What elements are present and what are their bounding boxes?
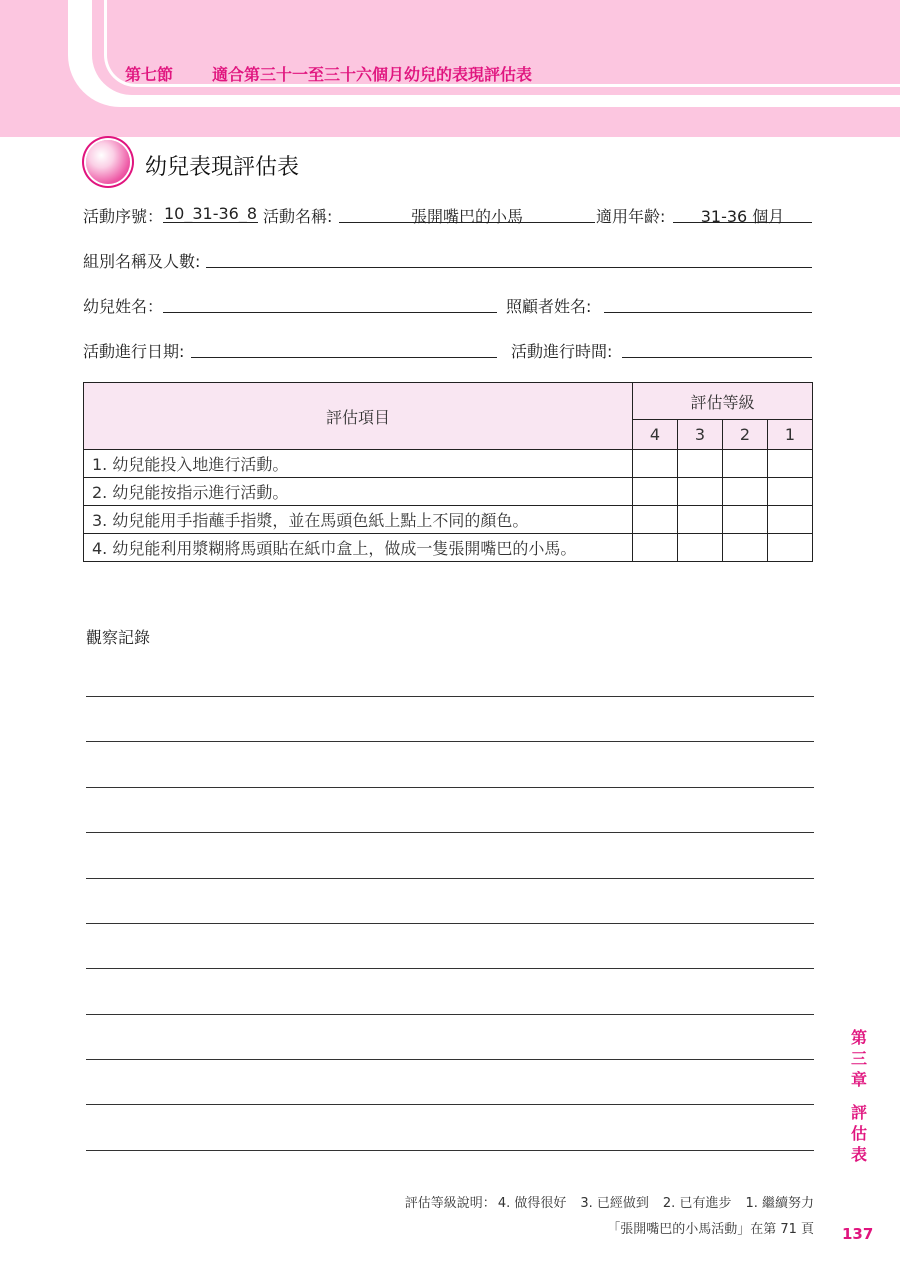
child-name-label: 幼兒姓名：	[83, 297, 164, 316]
legend-item: 4. 做得很好	[497, 1196, 567, 1211]
activity-no-value[interactable]: 10_31-36_8	[163, 204, 258, 223]
group-field[interactable]	[206, 267, 812, 268]
grade-cell[interactable]	[678, 534, 723, 562]
pink-bubble-icon	[86, 140, 130, 184]
caregiver-label: 照顧者姓名:	[506, 297, 592, 316]
grade-cell[interactable]	[678, 478, 723, 506]
observation-line[interactable]	[86, 1014, 814, 1015]
grade-cell[interactable]	[768, 534, 813, 562]
item-text: 3. 幼兒能用手指蘸手指漿，並在馬頭色紙上點上不同的顏色。	[84, 506, 633, 534]
group-label: 組別名稱及人數:	[83, 252, 201, 271]
grade-cell[interactable]	[723, 506, 768, 534]
observation-line[interactable]	[86, 968, 814, 969]
form-title: 幼兒表現評估表	[145, 155, 300, 180]
legend-label: 評估等級說明：	[404, 1196, 496, 1211]
item-text: 1. 幼兒能投入地進行活動。	[84, 450, 633, 478]
child-name-field[interactable]	[163, 312, 497, 313]
age-label: 適用年齡:	[596, 207, 666, 226]
table-row	[84, 478, 813, 506]
chapter-side-tab	[848, 1027, 870, 1165]
age-value[interactable]: 31-36 個月	[700, 207, 785, 226]
grade-cell[interactable]	[678, 450, 723, 478]
legend-item: 1. 繼續努力	[745, 1196, 814, 1211]
grade-cell[interactable]	[633, 534, 678, 562]
table-row	[84, 506, 813, 534]
observation-line[interactable]	[86, 787, 814, 788]
observation-title: 觀察記錄	[86, 628, 151, 647]
observation-line[interactable]	[86, 832, 814, 833]
section-number: 第七節	[125, 65, 174, 84]
section-title: 適合第三十一至三十六個月幼兒的表現評估表	[212, 65, 533, 84]
observation-line[interactable]	[86, 1150, 814, 1151]
grade-header: 評估等級	[633, 383, 813, 420]
evaluation-table	[83, 382, 813, 562]
grade-4-header: 4	[633, 420, 678, 450]
legend-item: 2. 已有進步	[662, 1196, 732, 1211]
grade-cell[interactable]	[633, 450, 678, 478]
grade-cell[interactable]	[633, 506, 678, 534]
date-label: 活動進行日期:	[83, 342, 185, 361]
date-field[interactable]	[191, 357, 497, 358]
grade-cell[interactable]	[678, 506, 723, 534]
item-text: 4. 幼兒能利用漿糊將馬頭貼在紙巾盒上，做成一隻張開嘴巴的小馬。	[84, 534, 633, 562]
observation-line[interactable]	[86, 696, 814, 697]
grade-cell[interactable]	[723, 478, 768, 506]
observation-line[interactable]	[86, 923, 814, 924]
activity-no-label: 活動序號：	[83, 207, 164, 226]
grade-1-header: 1	[768, 420, 813, 450]
grade-2-header: 2	[723, 420, 768, 450]
page-reference: 「張開嘴巴的小馬活動」在第 71 頁	[607, 1222, 814, 1237]
chapter-name: 評估表	[850, 1103, 867, 1164]
legend-item: 3. 已經做到	[580, 1196, 649, 1211]
grade-3-header: 3	[678, 420, 723, 450]
caregiver-field[interactable]	[604, 312, 812, 313]
time-label: 活動進行時間:	[511, 342, 613, 361]
observation-line[interactable]	[86, 1104, 814, 1105]
time-field[interactable]	[622, 357, 812, 358]
grade-legend	[405, 1192, 814, 1211]
grade-cell[interactable]	[768, 450, 813, 478]
table-row	[84, 450, 813, 478]
observation-line[interactable]	[86, 741, 814, 742]
item-text: 2. 幼兒能按指示進行活動。	[84, 478, 633, 506]
item-header: 評估項目	[84, 383, 633, 450]
table-row	[84, 534, 813, 562]
chapter-label: 第三章	[850, 1028, 867, 1089]
observation-line[interactable]	[86, 878, 814, 879]
grade-cell[interactable]	[768, 506, 813, 534]
grade-cell[interactable]	[723, 534, 768, 562]
grade-cell[interactable]	[633, 478, 678, 506]
activity-name-label: 活動名稱:	[263, 207, 333, 226]
activity-name-value[interactable]: 張開嘴巴的小馬	[410, 207, 523, 226]
page-number: 137	[842, 1225, 874, 1243]
observation-line[interactable]	[86, 1059, 814, 1060]
grade-cell[interactable]	[768, 478, 813, 506]
grade-cell[interactable]	[723, 450, 768, 478]
